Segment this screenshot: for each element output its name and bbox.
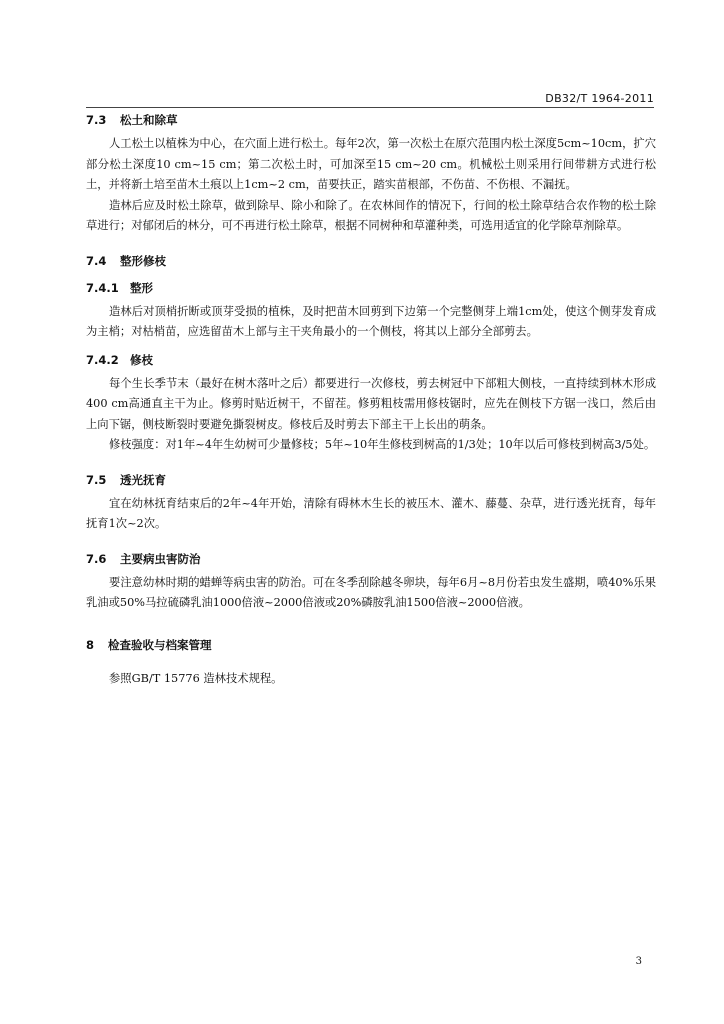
section-title: 整形 <box>130 280 154 295</box>
paragraph: 人工松土以植株为中心，在穴面上进行松土。每年2次，第一次松土在原穴范围内松土深度5cm~10cm，扩穴部分松土深度10 cm~15 cm；第二次松土时，可加深至15 cm~20 cm。机械松土则采用行间带耕方式进行松土，并将新土培至苗木土痕以上1cm~2 cm，苗要扶正，踏实苗根部，不伤苗、不伤根、不漏抚。 <box>86 137 656 191</box>
paragraph: 每个生长季节末（最好在树木落叶之后）都要进行一次修枝，剪去树冠中下部粗大侧枝，一直持续到林木形成400 cm高通直主干为止。修剪时贴近树干，不留茬。修剪粗枝需用修枝锯时，应先在侧枝下方锯一浅口，然后由上向下锯，侧枝断裂时要避免撕裂树皮。修枝后及时剪去下部主干上长出的萌条。 <box>86 376 656 431</box>
section-title: 修枝 <box>130 352 154 367</box>
section-title: 主要病虫害防治 <box>120 551 201 566</box>
paragraph: 宜在幼林抚育结束后的2年~4年开始，清除有碍林木生长的被压木、灌木、藤蔓、杂草，进行透光抚育，每年抚育1次~2次。 <box>86 496 656 530</box>
section-heading-7-6 <box>86 549 656 569</box>
header-divider <box>86 107 654 108</box>
paragraph: 要注意幼林时期的蜡蝉等病虫害的防治。可在冬季刮除越冬卵块，每年6月~8月份若虫发生盛期，喷40%乐果乳油或50%马拉硫磷乳油1000倍液~2000倍液或20%磷胺乳油1500倍液~2000倍液。 <box>86 575 656 609</box>
section-heading-7-4 <box>86 251 656 271</box>
section-heading-7-4-2 <box>86 350 656 370</box>
section-heading-7-4-1 <box>86 278 656 298</box>
document-code: DB32/T 1964-2011 <box>545 92 654 105</box>
paragraph: 参照GB/T 15776 造林技术规程。 <box>109 671 283 685</box>
section-heading-7-5 <box>86 470 656 490</box>
section-number: 8 <box>86 637 95 652</box>
section-title: 检查验收与档案管理 <box>108 637 212 652</box>
section-title: 松土和除草 <box>120 113 178 127</box>
section-title: 透光抚育 <box>120 472 167 487</box>
section-number: 7.4 <box>86 253 107 268</box>
section-number: 7.4.1 <box>86 280 119 295</box>
paragraph: 修枝强度：对1年~4年生幼树可少量修枝；5年~10年生修枝到树高的1/3处；10年以后可修枝到树高3/5处。 <box>109 438 656 451</box>
section-number: 7.4.2 <box>86 352 119 367</box>
section-title: 整形修枝 <box>120 253 167 268</box>
section-number: 7.5 <box>86 472 107 487</box>
page-number: 3 <box>635 956 642 967</box>
document-body <box>86 110 656 689</box>
paragraph: 造林后对顶梢折断或顶芽受损的植株，及时把苗木回剪到下边第一个完整侧芽上端1cm处，使这个侧芽发育成为主梢；对枯梢苗，应选留苗木上部与主干夹角最小的一个侧枝，将其以上部分全部剪去。 <box>86 304 656 338</box>
section-heading-7-3 <box>86 110 656 130</box>
section-number: 7.3 <box>86 113 107 127</box>
paragraph: 造林后应及时松土除草，做到除早、除小和除了。在农林间作的情况下，行间的松土除草结合农作物的松土除草进行；对郁闭后的林分，可不再进行松土除草，根据不同树种和草灌种类，可选用适宜的化学除草剂除草。 <box>86 198 656 232</box>
section-number: 7.6 <box>86 551 107 566</box>
section-heading-8 <box>86 635 656 655</box>
